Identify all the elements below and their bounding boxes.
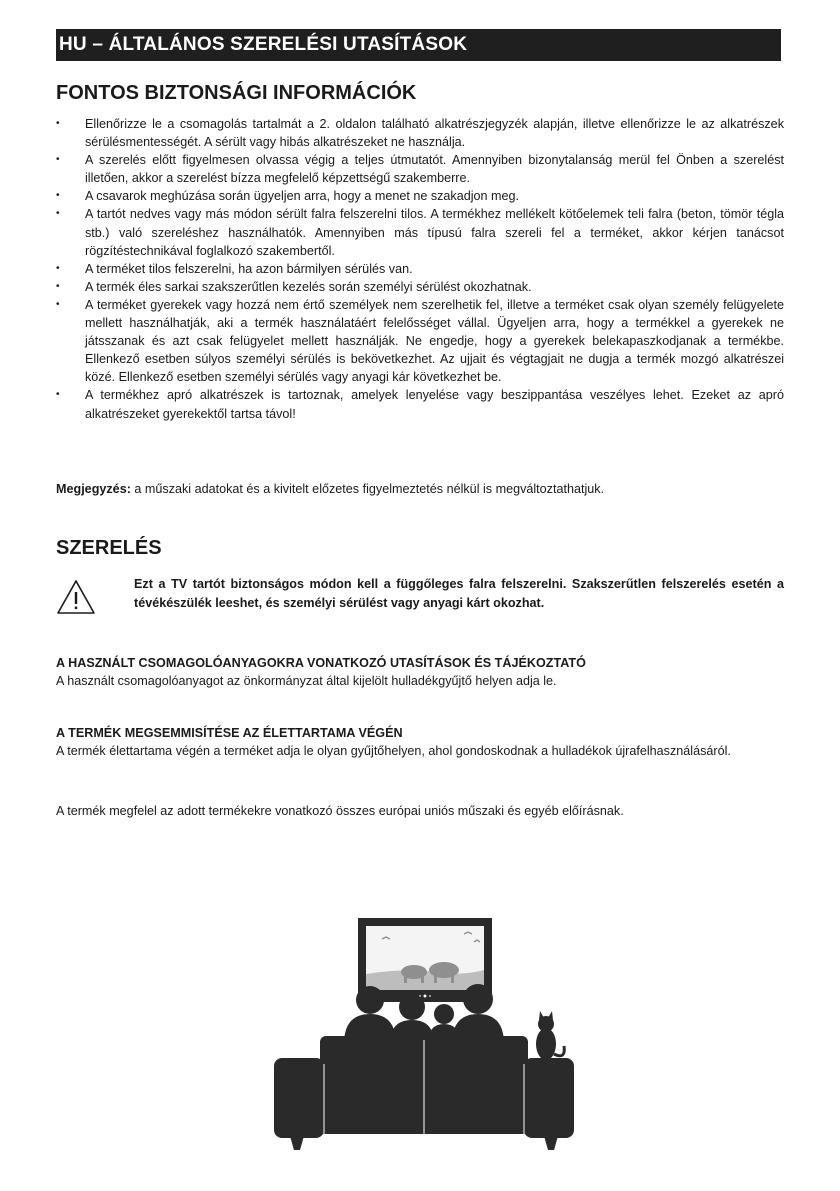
disposal-heading: A TERMÉK MEGSEMMISÍTÉSE AZ ÉLETTARTAMA VÉGÉN	[56, 726, 403, 740]
packaging-section	[56, 654, 796, 690]
install-warning-text: Ezt a TV tartót biztonságos módon kell a függőleges falra felszerelni. Szakszerűtlen felszerelés esetén a tévékészülék leeshet, és személyi sérülést vagy anyagi kárt okozhat.	[134, 577, 784, 610]
sofa-arm-right	[524, 1058, 574, 1138]
person-3	[434, 1004, 454, 1024]
safety-item: • A termékhez apró alkatrészek is tartoznak, amelyek lenyelése vagy beszippantása veszélyes lehet. Ezeket az apró alkatrészeket gyerekektől tartsa távol!	[56, 386, 784, 422]
safety-item: • A termék éles sarkai szakszerűtlen kezelés során személyi sérülést okozhatnak.	[56, 278, 784, 296]
family-watching-tv-illustration	[274, 914, 574, 1152]
disposal-section	[56, 724, 796, 760]
note-label: Megjegyzés:	[56, 482, 131, 496]
warning-triangle-icon	[56, 579, 96, 615]
safety-item: • A terméket gyerekek vagy hozzá nem értő személyek nem szerelhetik fel, illetve a terméket csak olyan személy felügyelete mellett használhatják, aki a termék használatáért felelősséget vállal. Ügyeljen arra, hogy a termékkel a gyerekek ne játsszanak és azt csak felügyelet mellett használják. Ne engedje, hogy a gyerekek belekapaszkodjanak a termékbe. Ellenkező esetben súlyos személyi sérülés is bekövetkezhet. Az ujjait és végtagjait ne dugja a termék mozgó alkatrészei közé. Ellenkező esetben személyi sérülés vagy anyagi kár következhet be.	[56, 296, 784, 386]
cat-silhouette	[536, 1011, 564, 1060]
compliance-text: A termék megfelel az adott termékekre vonatkozó összes európai uniós műszaki és egyéb előírásnak.	[56, 804, 624, 818]
note	[56, 480, 796, 498]
note-text: a műszaki adatokat és a kivitelt előzetes figyelmeztetés nélkül is megváltoztathatjuk.	[130, 482, 605, 496]
packaging-heading: A HASZNÁLT CSOMAGOLÓANYAGOKRA VONATKOZÓ UTASÍTÁSOK ÉS TÁJÉKOZTATÓ	[56, 656, 586, 670]
person-2	[399, 994, 425, 1020]
safety-item: • A szerelés előtt figyelmesen olvassa végig a teljes útmutatót. Amennyiben bizonytalanság merül fel Önben a szerelést illetően, akkor a szerelést bízza megfelelő képzettségű szakemberre.	[56, 151, 784, 187]
install-warning	[56, 575, 786, 623]
install-section-title: SZERELÉS	[56, 537, 162, 559]
safety-item: • A terméket tilos felszerelni, ha azon bármilyen sérülés van.	[56, 260, 784, 278]
person-4	[463, 984, 493, 1014]
disposal-text: A termék élettartama végén a terméket adja le olyan gyűjtőhelyen, ahol gondoskodnak a hulladékok újrafelhasználásáról.	[56, 744, 731, 758]
sofa-arm-left	[274, 1058, 324, 1138]
safety-item: • A tartót nedves vagy más módon sérült falra felszerelni tilos. A termékhez mellékelt kötőelemek teli falra (beton, tömör tégla stb.) való szereléshez használhatók. Amennyiben más típusú falra szereli fel a terméket, akkor kérjen tanácsot rögzítéstechnikával foglalkozó szakembertől.	[56, 205, 784, 259]
safety-list	[56, 115, 784, 423]
person-1	[356, 986, 384, 1014]
safety-item: • A csavarok meghúzása során ügyeljen arra, hogy a menet ne szakadjon meg.	[56, 187, 784, 205]
page-header-title: HU – ÁLTALÁNOS SZERELÉSI UTASÍTÁSOK	[56, 29, 781, 61]
safety-item: • Ellenőrizze le a csomagolás tartalmát a 2. oldalon található alkatrészjegyzék alapján, illetve ellenőrizze le az alkatrészek sérülésmentességét. A sérült vagy hibás alkatrészeket ne használja.	[56, 115, 784, 151]
packaging-text: A használt csomagolóanyagot az önkormányzat által kijelölt hulladékgyűjtő helyen adja le.	[56, 674, 557, 688]
safety-section-title: FONTOS BIZTONSÁGI INFORMÁCIÓK	[56, 82, 417, 104]
